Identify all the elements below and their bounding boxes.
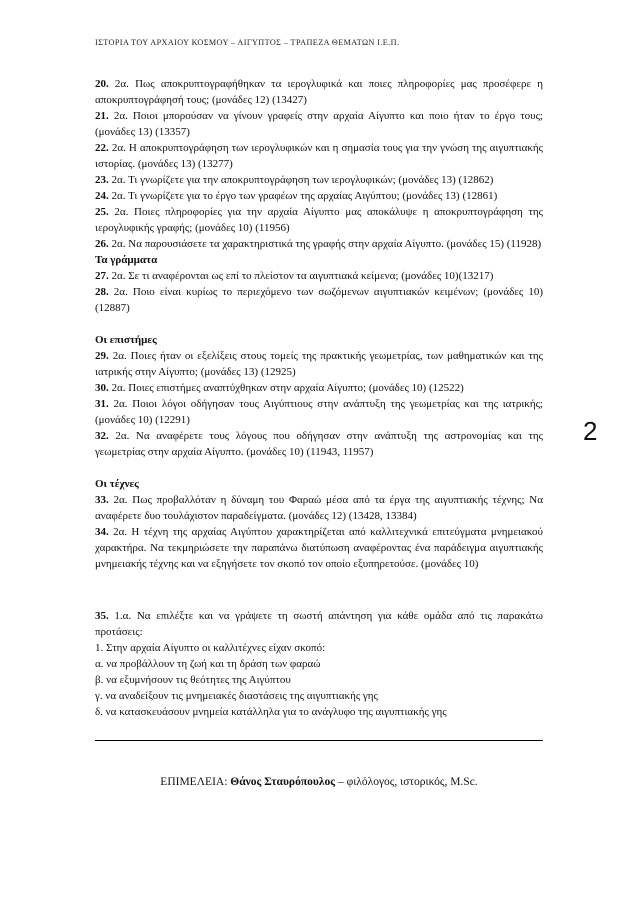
question-number: 29.: [95, 350, 109, 362]
question-35: [95, 608, 543, 640]
question-35-options: [95, 656, 543, 720]
question-item: [95, 284, 543, 316]
question-text: 2α. Ποιες πληροφορίες για την αρχαία Αίγυπτο μας αποκάλυψε η αποκρυπτογράφηση της ιερογλυφικής γραφής; (μονάδες 10) (11956): [95, 206, 543, 234]
answer-option: α. να προβάλλουν τη ζωή και τη δράση των φαραώ: [95, 658, 321, 670]
question-text: 2α. Η αποκρυπτογράφηση των ιερογλυφικών και η σημασία τους για την γνώση της αιγυπτιακής ιστορίας. (μονάδες 13) (13277): [95, 142, 543, 170]
answer-option: β. να εξυμνήσουν τις θεότητες της Αιγύπτου: [95, 674, 291, 686]
question-text: 2α. Πως αποκρυπτογραφήθηκαν τα ιερογλυφικά και ποιες πληροφορίες μας προσέφερε η αποκρυπτογράφησή τους; (μονάδες 12) (13427): [95, 78, 543, 106]
question-item: [95, 172, 543, 188]
question-number: 20.: [95, 78, 109, 90]
question-number: 34.: [95, 526, 109, 538]
question-item: [95, 108, 543, 140]
question-item: [95, 428, 543, 460]
question-text: 2α. Να αναφέρετε τους λόγους που οδήγησαν στην ανάπτυξη της αστρονομίας και της γεωμετρίας στην αρχαία Αίγυπτο. (μονάδες 10) (11943, 11957): [95, 430, 543, 458]
question-item: [95, 380, 543, 396]
question-item: [95, 204, 543, 236]
question-35-stem: 1. Στην αρχαία Αίγυπτο οι καλλιτέχνες είχαν σκοπό:: [95, 642, 326, 654]
question-text: 2α. Σε τι αναφέρονται ως επί το πλείστον τα αιγυπτιακά κείμενα; (μονάδες 10)(13217): [108, 270, 494, 282]
question-number: 30.: [95, 382, 109, 394]
question-item: [95, 140, 543, 172]
question-list: [95, 76, 543, 720]
answer-option: γ. να αναδείξουν τις μνημειακές διαστάσεις της αιγυπτιακής γης: [95, 690, 378, 702]
questions-group-texnes: [95, 492, 543, 572]
question-text: 2α. Τι γνωρίζετε για το έργο των γραφέων της αρχαίας Αιγύπτου; (μονάδες 13) (12861): [108, 190, 498, 202]
section-heading-grammata: Τα γράμματα: [95, 254, 158, 266]
question-number: 35.: [95, 610, 109, 622]
question-text: 2α. Να παρουσιάσετε τα χαρακτηριστικά της γραφής στην αρχαία Αίγυπτο. (μονάδες 15) (11928): [108, 238, 542, 250]
question-number: 26.: [95, 238, 109, 250]
page-header: ΙΣΤΟΡΙΑ ΤΟΥ ΑΡΧΑΙΟΥ ΚΟΣΜΟΥ – ΑΙΓΥΠΤΟΣ – ΤΡΑΠΕΖΑ ΘΕΜΑΤΩΝ Ι.Ε.Π.: [95, 38, 400, 47]
question-item: [95, 396, 543, 428]
question-text: 2α. Ποιοι μπορούσαν να γίνουν γραφείς στην αρχαία Αίγυπτο και ποιο ήταν το έργο τους; (μονάδες 13) (13357): [95, 110, 543, 138]
page-number: 2: [583, 416, 598, 446]
questions-group-grammata: [95, 268, 543, 316]
question-item: [95, 188, 543, 204]
question-text: 2α. Ποιες ήταν οι εξελίξεις στους τομείς της πρακτικής γεωμετρίας, των μαθηματικών και της ιατρικής στην Αίγυπτο; (μονάδες 13) (12925): [95, 350, 543, 378]
question-number: 23.: [95, 174, 109, 186]
question-text: 2α. Ποιοι λόγοι οδήγησαν τους Αιγύπτιους στην ανάπτυξη της γεωμετρίας και της ιατρικής; (μονάδες 10) (12291): [95, 398, 543, 426]
question-number: 33.: [95, 494, 109, 506]
question-text: 2α. Τι γνωρίζετε για την αποκρυπτογράφηση των ιερογλυφικών; (μονάδες 13) (12862): [108, 174, 494, 186]
question-text: 2α. Ποιο είναι κυρίως το περιεχόμενο των σωζόμενων αιγυπτιακών κειμένων; (μονάδες 10) (12887): [95, 286, 543, 314]
question-number: 24.: [95, 190, 109, 202]
question-text: 2α. Ποιες επιστήμες αναπτύχθηκαν στην αρχαία Αίγυπτο; (μονάδες 10) (12522): [108, 382, 464, 394]
question-item: [95, 348, 543, 380]
question-text: 2α. Πως προβαλλόταν η δύναμη του Φαραώ μέσα από τα έργα της αιγυπτιακής τέχνης; Να αναφέρετε δυο τουλάχιστον παραδείγματα. (μονάδες 12) (13428, 13384): [95, 494, 543, 522]
question-item: [95, 524, 543, 572]
footer-suffix: – φιλόλογος, ιστορικός, M.Sc.: [335, 776, 478, 788]
section-heading-texnes: Οι τέχνες: [95, 478, 139, 490]
footer-credit: [0, 776, 638, 788]
answer-option: δ. να κατασκευάσουν μνημεία κατάλληλα για το ανάγλυφο της αιγυπτιακής γης: [95, 706, 447, 718]
question-number: 32.: [95, 430, 109, 442]
question-text: 2α. Η τέχνη της αρχαίας Αιγύπτου χαρακτηρίζεται από καλλιτεχνικά επιτεύγματα μνημειακού χαρακτήρα. Να τεκμηριώσετε την παραπάνω διατύπωση αναφέροντας ένα παράδειγμα αιγυπτιακής μνημειακής τέχνης και να εξηγήσετε τον σκοπό τον οποίο εξυπηρετούσε. (μονάδες 10): [95, 526, 543, 570]
footer-divider: [95, 740, 543, 741]
questions-group-epistimes: [95, 348, 543, 460]
question-item: [95, 492, 543, 524]
question-item: [95, 76, 543, 108]
author-name: Θάνος Σταυρόπουλος: [230, 776, 336, 788]
question-text: 1.α. Να επιλέξτε και να γράψετε τη σωστή απάντηση για κάθε ομάδα από τις παρακάτω προτάσεις:: [95, 610, 543, 638]
question-item: [95, 236, 543, 252]
question-number: 21.: [95, 110, 109, 122]
question-number: 22.: [95, 142, 109, 154]
questions-group-writing: [95, 76, 543, 252]
section-heading-epistimes: Οι επιστήμες: [95, 334, 157, 346]
question-number: 31.: [95, 398, 109, 410]
footer-prefix: ΕΠΙΜΕΛΕΙΑ:: [160, 776, 231, 788]
question-number: 25.: [95, 206, 109, 218]
question-number: 28.: [95, 286, 109, 298]
question-number: 27.: [95, 270, 109, 282]
question-item: [95, 268, 543, 284]
